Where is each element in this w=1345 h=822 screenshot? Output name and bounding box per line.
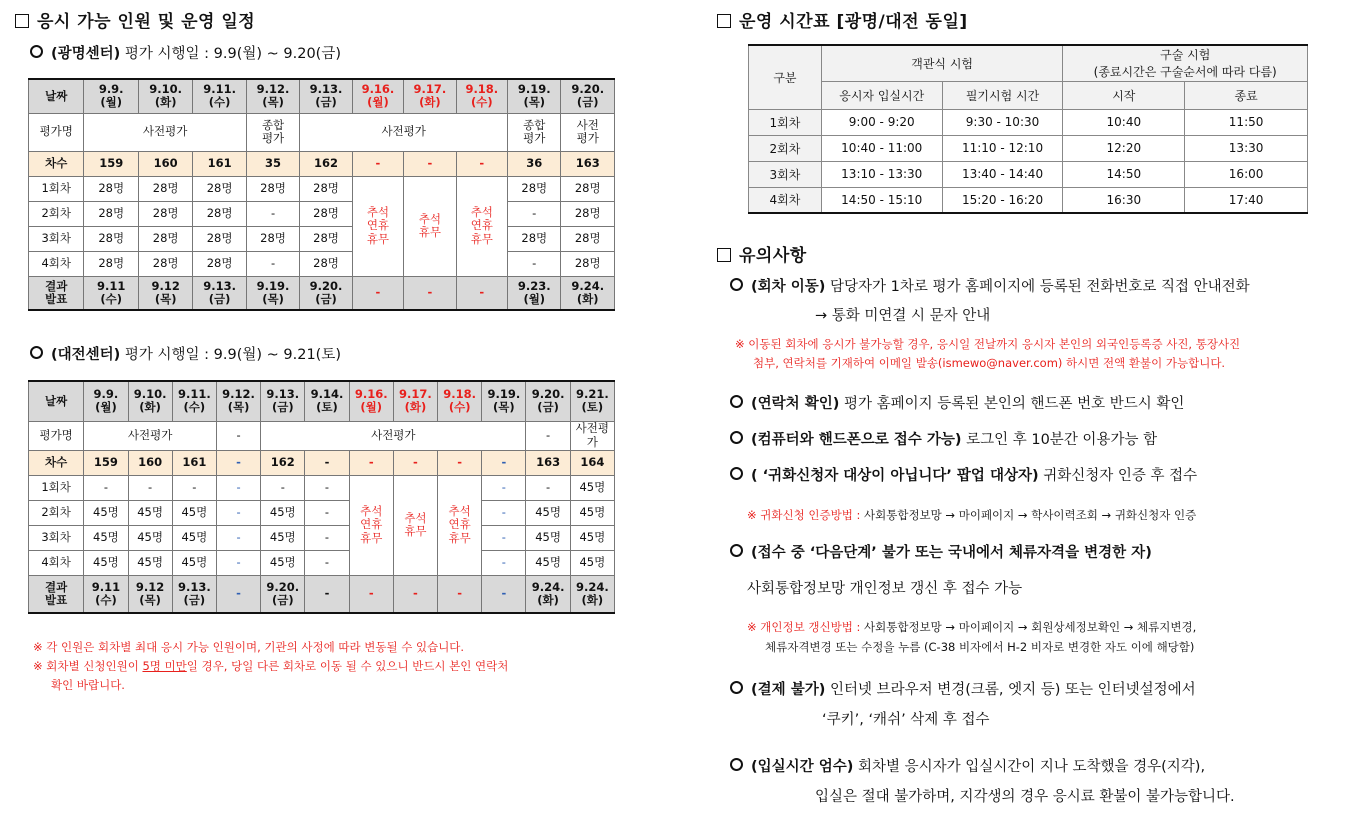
col-header: 필기시험 시간 bbox=[942, 81, 1063, 109]
oral-end: 13:30 bbox=[1185, 135, 1308, 161]
capacity-cell: - bbox=[482, 550, 526, 575]
session-number: 36 bbox=[508, 151, 561, 176]
capacity-cell: - bbox=[482, 475, 526, 500]
session-number: 161 bbox=[193, 151, 246, 176]
center-name: (광명센터) bbox=[51, 46, 121, 62]
gwangmyeong-capacity-table bbox=[28, 78, 615, 311]
test-time: 9:30 - 10:30 bbox=[942, 109, 1063, 135]
date-row bbox=[29, 381, 615, 421]
eval-name: 사전 평가 bbox=[561, 113, 615, 151]
eval-name: 사전평가 bbox=[84, 113, 246, 151]
result-date: - bbox=[404, 276, 456, 310]
round-label: 3회차 bbox=[29, 226, 84, 251]
capacity-cell: 28명 bbox=[300, 226, 352, 251]
capacity-cell: 28명 bbox=[246, 176, 299, 201]
result-row bbox=[29, 276, 615, 310]
date-cell: 9.18. (수) bbox=[438, 381, 482, 421]
notice-payment-failed: (결제 불가) 인터넷 브라우저 변경(크롬, 엣지 등) 또는 인터넷설정에서 bbox=[730, 680, 1196, 700]
notice-room-change: (회차 이동) 담당자가 1차로 평가 홈페이지에 등록된 전화번호로 직접 안내전화 bbox=[730, 277, 1340, 297]
session-label: 차수 bbox=[29, 151, 84, 176]
capacity-cell: 45명 bbox=[128, 525, 172, 550]
capacity-cell: - bbox=[216, 475, 260, 500]
date-cell: 9.21. (토) bbox=[570, 381, 614, 421]
session-number: - bbox=[404, 151, 456, 176]
result-date: 9.20. (금) bbox=[261, 575, 305, 613]
capacity-cell: 45명 bbox=[570, 550, 614, 575]
date-header: 날짜 bbox=[29, 381, 84, 421]
capacity-cell: - bbox=[246, 251, 299, 276]
capacity-cell: 28명 bbox=[193, 201, 246, 226]
capacity-cell: - bbox=[216, 500, 260, 525]
capacity-cell: 45명 bbox=[172, 550, 216, 575]
round-row bbox=[29, 475, 615, 500]
capacity-cell: 28명 bbox=[84, 176, 138, 201]
round-row bbox=[29, 226, 615, 251]
capacity-note-1: ※ 각 인원은 회차별 최대 응시 가능 인원이며, 기관의 사정에 따라 변동될 수 있습니다. bbox=[33, 640, 465, 654]
circle-bullet-icon bbox=[730, 758, 743, 771]
date-cell: 9.12. (목) bbox=[246, 79, 299, 113]
result-date: 9.12 (목) bbox=[128, 575, 172, 613]
result-date: 9.23. (월) bbox=[508, 276, 561, 310]
result-date: - bbox=[482, 575, 526, 613]
oral-start: 12:20 bbox=[1063, 135, 1185, 161]
circle-bullet-icon bbox=[730, 681, 743, 694]
circle-bullet-icon bbox=[730, 395, 743, 408]
capacity-cell: - bbox=[84, 475, 128, 500]
round-label: 2회차 bbox=[749, 135, 822, 161]
result-label: 결과 발표 bbox=[29, 276, 84, 310]
session-number: 35 bbox=[246, 151, 299, 176]
date-cell: 9.17. (화) bbox=[393, 381, 437, 421]
col-header: 객관식 시험 bbox=[821, 45, 1063, 81]
session-number: - bbox=[438, 450, 482, 475]
session-number: - bbox=[482, 450, 526, 475]
result-date: - bbox=[438, 575, 482, 613]
capacity-cell: 45명 bbox=[570, 500, 614, 525]
capacity-cell: - bbox=[305, 475, 349, 500]
eval-label: 평가명 bbox=[29, 421, 84, 450]
capacity-cell: 28명 bbox=[561, 251, 615, 276]
capacity-note-2-cont: 확인 바랍니다. bbox=[51, 677, 125, 692]
capacity-cell: 28명 bbox=[138, 226, 192, 251]
timetable-row bbox=[749, 135, 1308, 161]
date-cell: 9.13. (금) bbox=[261, 381, 305, 421]
session-number: - bbox=[456, 151, 507, 176]
capacity-cell: - bbox=[305, 525, 349, 550]
eval-name: 사전평가 bbox=[300, 113, 508, 151]
naturalization-method-note: ※ 귀화신청 인증방법 : 사회통합정보망 → 마이페이지 → 학사이력조회 → 귀화신청자 인증 bbox=[747, 508, 1197, 522]
section-title-timetable: 운영 시간표 [광명/대전 동일] bbox=[717, 7, 968, 32]
timetable-row bbox=[749, 187, 1308, 213]
result-date: - bbox=[352, 276, 403, 310]
capacity-cell: 28명 bbox=[561, 201, 615, 226]
capacity-cell: 28명 bbox=[138, 201, 192, 226]
round-label: 1회차 bbox=[749, 109, 822, 135]
round-label: 1회차 bbox=[29, 475, 84, 500]
session-number: - bbox=[305, 450, 349, 475]
date-cell: 9.14. (토) bbox=[305, 381, 349, 421]
capacity-cell: 45명 bbox=[261, 550, 305, 575]
result-label: 결과 발표 bbox=[29, 575, 84, 613]
date-cell: 9.10. (화) bbox=[128, 381, 172, 421]
capacity-cell: 45명 bbox=[526, 500, 570, 525]
col-header: 응시자 입실시간 bbox=[821, 81, 942, 109]
entry-time: 13:10 - 13:30 bbox=[821, 161, 942, 187]
round-label: 2회차 bbox=[29, 500, 84, 525]
section-title-notices: 유의사항 bbox=[717, 241, 807, 266]
capacity-cell: 28명 bbox=[84, 201, 138, 226]
capacity-cell: 45명 bbox=[570, 525, 614, 550]
capacity-cell: 28명 bbox=[193, 251, 246, 276]
round-label: 4회차 bbox=[29, 251, 84, 276]
capacity-cell: - bbox=[246, 201, 299, 226]
checkbox-square-icon bbox=[15, 14, 29, 28]
capacity-cell: - bbox=[216, 525, 260, 550]
date-cell: 9.17. (화) bbox=[404, 79, 456, 113]
holiday-cell: 추석 연휴 휴무 bbox=[352, 176, 403, 276]
oral-end: 17:40 bbox=[1185, 187, 1308, 213]
capacity-cell: 45명 bbox=[172, 525, 216, 550]
round-label: 4회차 bbox=[749, 187, 822, 213]
circle-bullet-icon bbox=[730, 431, 743, 444]
notice-next-step-blocked: (접수 중 ‘다음단계’ 불가 또는 국내에서 체류자격을 변경한 자) bbox=[730, 543, 1152, 563]
session-number: 160 bbox=[128, 450, 172, 475]
capacity-cell: 45명 bbox=[261, 500, 305, 525]
session-label: 차수 bbox=[29, 450, 84, 475]
notice-entry-time-line2: 입실은 절대 불가하며, 지각생의 경우 응시료 환불이 불가능합니다. bbox=[815, 789, 1235, 805]
date-cell: 9.20. (금) bbox=[526, 381, 570, 421]
result-date: - bbox=[349, 575, 393, 613]
capacity-cell: - bbox=[482, 500, 526, 525]
daejeon-subtitle bbox=[30, 343, 341, 364]
session-number: - bbox=[216, 450, 260, 475]
capacity-cell: 28명 bbox=[561, 176, 615, 201]
session-number: 159 bbox=[84, 450, 128, 475]
round-label: 3회차 bbox=[749, 161, 822, 187]
capacity-cell: - bbox=[172, 475, 216, 500]
round-label: 2회차 bbox=[29, 201, 84, 226]
date-cell: 9.19. (목) bbox=[508, 79, 561, 113]
date-cell: 9.9. (월) bbox=[84, 79, 138, 113]
capacity-notes bbox=[33, 638, 623, 695]
capacity-cell: 45명 bbox=[84, 525, 128, 550]
notice-next-step-line2: 사회통합정보망 개인정보 갱신 후 접수 가능 bbox=[747, 581, 1023, 597]
notice-contact-check: (연락처 확인) 평가 홈페이지 등록된 본인의 핸드폰 번호 반드시 확인 bbox=[730, 394, 1184, 414]
result-date: - bbox=[456, 276, 507, 310]
capacity-cell: 45명 bbox=[570, 475, 614, 500]
timetable bbox=[748, 44, 1308, 214]
holiday-cell: 추석 연휴 휴무 bbox=[349, 475, 393, 575]
notice-naturalization-popup: ( ‘귀화신청자 대상이 아닙니다’ 팝업 대상자) 귀화신청자 인증 후 접수 bbox=[730, 466, 1197, 486]
session-number: 162 bbox=[300, 151, 352, 176]
circle-bullet-icon bbox=[730, 467, 743, 480]
info-update-note: ※ 개인정보 갱신방법 : 사회통합정보망 → 마이페이지 → 회원상세정보확인 → 체류지변경, 체류자격변경 또는 수정을 누름 (C-38 비자에서 H-2 비자로 변경한 자도 이에 해당함) bbox=[747, 620, 1197, 654]
capacity-cell: - bbox=[305, 500, 349, 525]
capacity-cell: - bbox=[508, 201, 561, 226]
daejeon-capacity-table bbox=[28, 380, 615, 614]
capacity-cell: 28명 bbox=[246, 226, 299, 251]
date-cell: 9.20. (금) bbox=[561, 79, 615, 113]
capacity-cell: 28명 bbox=[138, 176, 192, 201]
oral-end: 16:00 bbox=[1185, 161, 1308, 187]
round-label: 3회차 bbox=[29, 525, 84, 550]
timetable-row bbox=[749, 109, 1308, 135]
date-cell: 9.10. (화) bbox=[138, 79, 192, 113]
round-row bbox=[29, 525, 615, 550]
eval-name: 사전평가 bbox=[84, 421, 217, 450]
eval-name: - bbox=[526, 421, 570, 450]
round-row bbox=[29, 500, 615, 525]
timetable-row bbox=[749, 161, 1308, 187]
test-time: 15:20 - 16:20 bbox=[942, 187, 1063, 213]
round-label: 4회차 bbox=[29, 550, 84, 575]
date-cell: 9.16. (월) bbox=[349, 381, 393, 421]
round-row bbox=[29, 550, 615, 575]
entry-time: 10:40 - 11:00 bbox=[821, 135, 942, 161]
notice-pc-mobile: (컴퓨터와 핸드폰으로 접수 가능) 로그인 후 10분간 이용가능 함 bbox=[730, 430, 1157, 450]
holiday-cell: 추석 연휴 휴무 bbox=[456, 176, 507, 276]
entry-time: 14:50 - 15:10 bbox=[821, 187, 942, 213]
holiday-cell: 추석 연휴 휴무 bbox=[438, 475, 482, 575]
capacity-cell: - bbox=[216, 550, 260, 575]
capacity-cell: 45명 bbox=[526, 550, 570, 575]
checkbox-square-icon bbox=[717, 248, 731, 262]
checkbox-square-icon bbox=[717, 14, 731, 28]
timetable-header-row bbox=[749, 45, 1308, 81]
result-date: 9.19. (목) bbox=[246, 276, 299, 310]
section-title-capacity: 응시 가능 인원 및 운영 일정 bbox=[15, 7, 255, 32]
capacity-cell: 28명 bbox=[84, 226, 138, 251]
eval-name: 사전평가 bbox=[570, 421, 614, 450]
date-cell: 9.19. (목) bbox=[482, 381, 526, 421]
session-number: - bbox=[349, 450, 393, 475]
notice-room-change-line2: → 통화 미연결 시 문자 안내 bbox=[815, 308, 991, 324]
oral-start: 10:40 bbox=[1063, 109, 1185, 135]
result-date: - bbox=[393, 575, 437, 613]
capacity-cell: 45명 bbox=[84, 500, 128, 525]
col-header: 시작 bbox=[1063, 81, 1185, 109]
col-header: 종료 bbox=[1185, 81, 1308, 109]
notice-entry-time: (입실시간 엄수) 회차별 응시자가 입실시간이 지나 도착했을 경우(지각), bbox=[730, 757, 1205, 777]
capacity-cell: 28명 bbox=[508, 226, 561, 251]
capacity-cell: 28명 bbox=[300, 176, 352, 201]
eval-row bbox=[29, 421, 615, 450]
col-header: 구분 bbox=[749, 45, 822, 109]
capacity-cell: - bbox=[526, 475, 570, 500]
capacity-cell: 28명 bbox=[300, 251, 352, 276]
notice-payment-line2: ‘쿠키’, ‘캐쉬’ 삭제 후 접수 bbox=[822, 712, 990, 728]
capacity-cell: 28명 bbox=[193, 226, 246, 251]
holiday-cell: 추석 휴무 bbox=[404, 176, 456, 276]
timetable-subheader-row bbox=[749, 81, 1308, 109]
capacity-cell: 28명 bbox=[508, 176, 561, 201]
round-row bbox=[29, 251, 615, 276]
session-row bbox=[29, 450, 615, 475]
date-cell: 9.9. (월) bbox=[84, 381, 128, 421]
oral-end: 11:50 bbox=[1185, 109, 1308, 135]
eval-name: - bbox=[216, 421, 260, 450]
capacity-cell: 45명 bbox=[128, 500, 172, 525]
eval-name: 사전평가 bbox=[261, 421, 526, 450]
date-cell: 9.11. (수) bbox=[193, 79, 246, 113]
capacity-cell: 28명 bbox=[84, 251, 138, 276]
capacity-cell: 45명 bbox=[172, 500, 216, 525]
circle-bullet-icon bbox=[730, 544, 743, 557]
date-header: 날짜 bbox=[29, 79, 84, 113]
period-text: 평가 시행일 : 9.9(월) ~ 9.20(금) bbox=[124, 46, 342, 62]
period-text: 평가 시행일 : 9.9(월) ~ 9.21(토) bbox=[124, 347, 342, 363]
capacity-cell: 45명 bbox=[526, 525, 570, 550]
eval-row bbox=[29, 113, 615, 151]
result-date: 9.13. (금) bbox=[193, 276, 246, 310]
session-number: - bbox=[352, 151, 403, 176]
oral-start: 16:30 bbox=[1063, 187, 1185, 213]
capacity-cell: 28명 bbox=[193, 176, 246, 201]
date-row bbox=[29, 79, 615, 113]
test-time: 11:10 - 12:10 bbox=[942, 135, 1063, 161]
result-date: - bbox=[216, 575, 260, 613]
round-row bbox=[29, 201, 615, 226]
result-date: 9.24. (화) bbox=[561, 276, 615, 310]
holiday-cell: 추석 휴무 bbox=[393, 475, 437, 575]
result-date: 9.12 (목) bbox=[138, 276, 192, 310]
session-number: 160 bbox=[138, 151, 192, 176]
session-number: 164 bbox=[570, 450, 614, 475]
capacity-cell: - bbox=[261, 475, 305, 500]
result-date: 9.24. (화) bbox=[526, 575, 570, 613]
circle-bullet-icon bbox=[30, 346, 43, 359]
eval-label: 평가명 bbox=[29, 113, 84, 151]
entry-time: 9:00 - 9:20 bbox=[821, 109, 942, 135]
col-header: 구술 시험 (종료시간은 구술순서에 따라 다름) bbox=[1063, 45, 1308, 81]
capacity-cell: - bbox=[128, 475, 172, 500]
capacity-cell: - bbox=[482, 525, 526, 550]
date-cell: 9.11. (수) bbox=[172, 381, 216, 421]
refund-note: ※ 이동된 회차에 응시가 불가능할 경우, 응시일 전날까지 응시자 본인의 외국인등록증 사진, 통장사진 첨부, 연락처를 기재하여 이메일 발송(ismewo@naver.com) 하시면 전액 환불이 가능합니다. bbox=[735, 337, 1241, 370]
date-cell: 9.16. (월) bbox=[352, 79, 403, 113]
session-number: 161 bbox=[172, 450, 216, 475]
capacity-note-2: ※ 회차별 신청인원이 5명 미만일 경우, 당일 다른 회차로 이동 될 수 있으니 반드시 본인 연락처 bbox=[33, 658, 509, 673]
result-date: 9.24. (화) bbox=[570, 575, 614, 613]
result-date: 9.20. (금) bbox=[300, 276, 352, 310]
result-date: - bbox=[305, 575, 349, 613]
capacity-cell: 28명 bbox=[300, 201, 352, 226]
capacity-cell: 28명 bbox=[561, 226, 615, 251]
session-number: - bbox=[393, 450, 437, 475]
result-row bbox=[29, 575, 615, 613]
session-number: 163 bbox=[526, 450, 570, 475]
date-cell: 9.12. (목) bbox=[216, 381, 260, 421]
oral-start: 14:50 bbox=[1063, 161, 1185, 187]
session-number: 162 bbox=[261, 450, 305, 475]
date-cell: 9.13. (금) bbox=[300, 79, 352, 113]
session-number: 159 bbox=[84, 151, 138, 176]
circle-bullet-icon bbox=[30, 45, 43, 58]
result-date: 9.13. (금) bbox=[172, 575, 216, 613]
circle-bullet-icon bbox=[730, 278, 743, 291]
result-date: 9.11 (수) bbox=[84, 575, 128, 613]
round-row bbox=[29, 176, 615, 201]
date-cell: 9.18. (수) bbox=[456, 79, 507, 113]
gwangmyeong-subtitle bbox=[30, 42, 341, 63]
capacity-cell: - bbox=[508, 251, 561, 276]
eval-name: 종합 평가 bbox=[508, 113, 561, 151]
capacity-cell: 45명 bbox=[84, 550, 128, 575]
session-row bbox=[29, 151, 615, 176]
result-date: 9.11 (수) bbox=[84, 276, 138, 310]
center-name: (대전센터) bbox=[51, 347, 121, 363]
round-label: 1회차 bbox=[29, 176, 84, 201]
capacity-cell: 45명 bbox=[261, 525, 305, 550]
capacity-cell: 28명 bbox=[138, 251, 192, 276]
capacity-cell: 45명 bbox=[128, 550, 172, 575]
eval-name: 종합 평가 bbox=[246, 113, 299, 151]
test-time: 13:40 - 14:40 bbox=[942, 161, 1063, 187]
capacity-cell: - bbox=[305, 550, 349, 575]
session-number: 163 bbox=[561, 151, 615, 176]
